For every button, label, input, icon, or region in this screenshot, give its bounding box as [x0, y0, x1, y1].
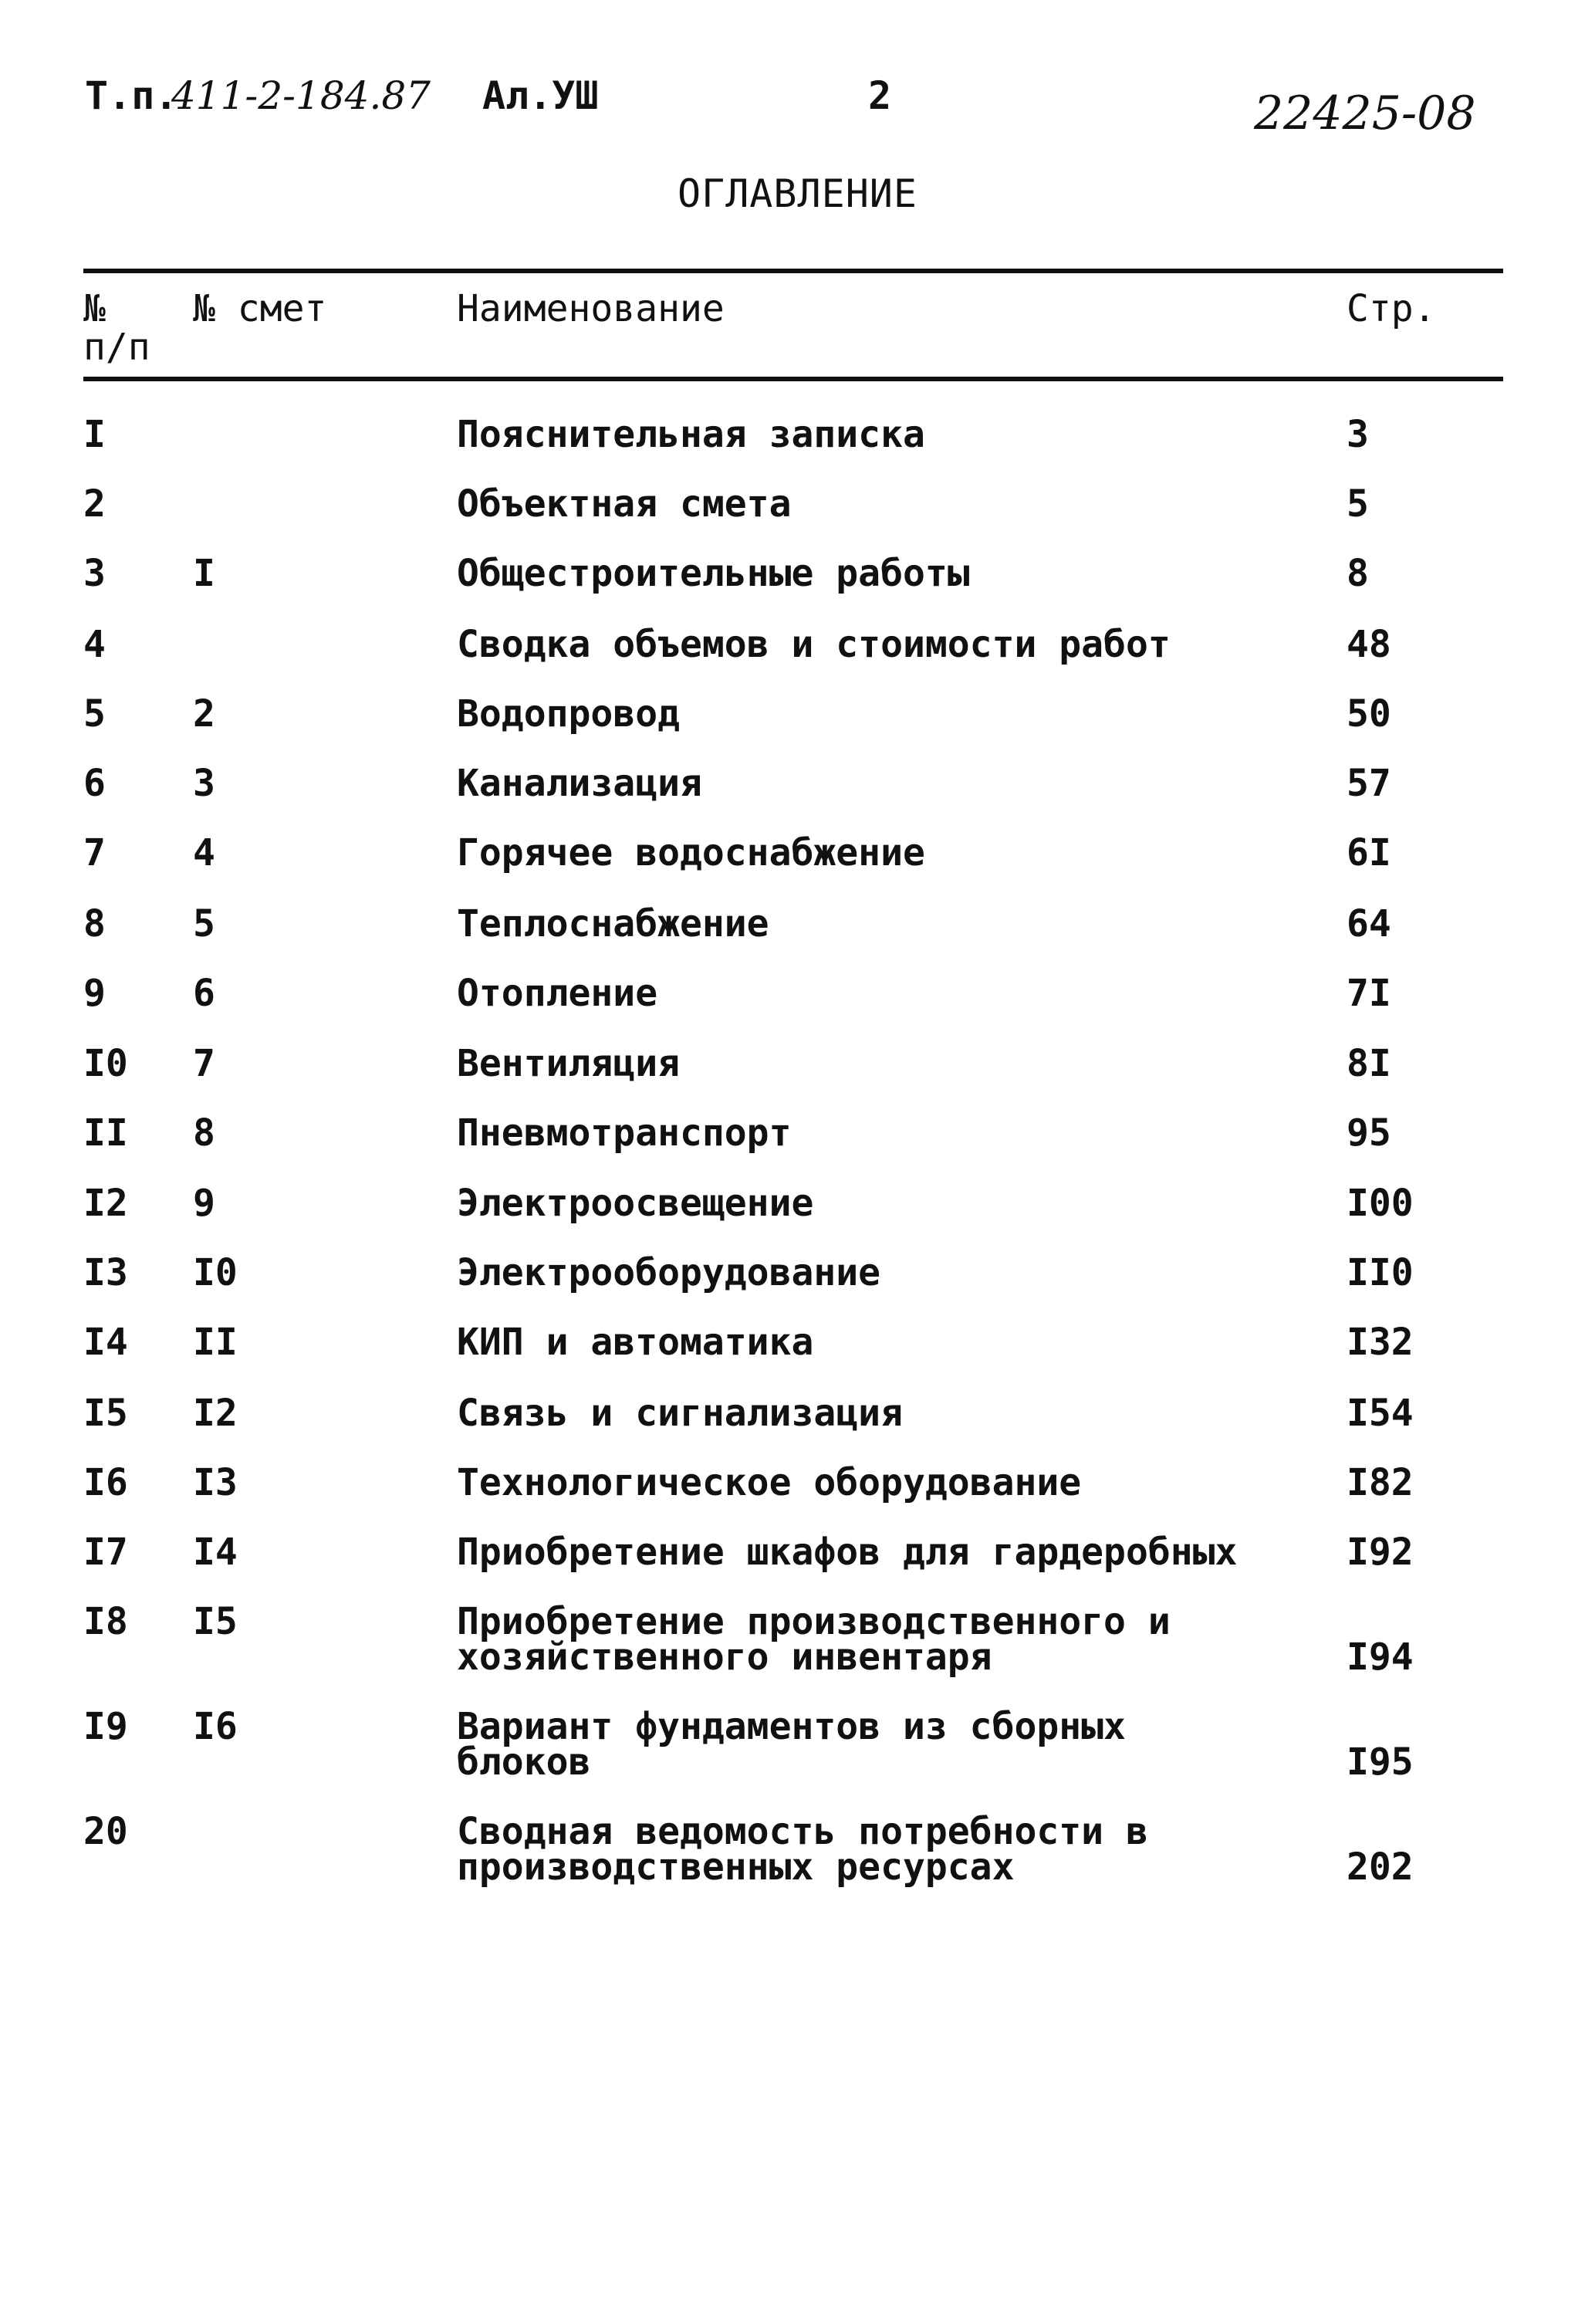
- row-number: 2: [83, 482, 106, 526]
- row-number: 8: [83, 902, 106, 945]
- row-estimate-number: I6: [193, 1705, 238, 1748]
- row-page: 95: [1347, 1111, 1391, 1155]
- row-page: I00: [1347, 1182, 1414, 1225]
- row-name: Пояснительная записка: [457, 413, 925, 456]
- row-page: 3: [1347, 413, 1369, 456]
- row-number: 20: [83, 1810, 128, 1853]
- row-page: I54: [1347, 1392, 1414, 1435]
- row-name: Вентиляция: [457, 1042, 680, 1085]
- row-page: 202: [1347, 1845, 1414, 1889]
- row-name: Канализация: [457, 762, 702, 805]
- row-number: I8: [83, 1600, 128, 1643]
- row-page: 8I: [1347, 1042, 1391, 1085]
- row-number: I3: [83, 1251, 128, 1294]
- row-number: I4: [83, 1321, 128, 1364]
- row-number: 7: [83, 831, 106, 874]
- row-number: I2: [83, 1182, 128, 1225]
- page-number: 2: [868, 73, 892, 118]
- row-page: 7I: [1347, 972, 1391, 1015]
- row-page: 50: [1347, 692, 1391, 736]
- row-name: Вариант фундаментов из сборных блоков: [457, 1705, 1126, 1784]
- row-page: 48: [1347, 623, 1391, 666]
- row-estimate-number: 4: [193, 831, 215, 874]
- row-page: 64: [1347, 902, 1391, 945]
- row-estimate-number: 2: [193, 692, 215, 736]
- row-page: 8: [1347, 552, 1369, 595]
- row-number: 5: [83, 692, 106, 736]
- row-estimate-number: 6: [193, 972, 215, 1015]
- row-page: 6I: [1347, 831, 1391, 874]
- page-title: ОГЛАВЛЕНИЕ: [677, 171, 918, 216]
- row-estimate-number: 7: [193, 1042, 215, 1085]
- row-page: I32: [1347, 1321, 1414, 1364]
- row-page: I94: [1347, 1636, 1414, 1679]
- row-page: 57: [1347, 762, 1391, 805]
- row-name: Приобретение шкафов для гардеробных: [457, 1531, 1238, 1574]
- row-name: Приобретение производственного и хозяйственного инвентаря: [457, 1600, 1171, 1679]
- row-estimate-number: 3: [193, 762, 215, 805]
- header-album: Ал.УШ: [482, 73, 599, 118]
- row-name: Отопление: [457, 972, 658, 1015]
- row-number: 6: [83, 762, 106, 805]
- row-number: I: [83, 413, 106, 456]
- row-number: II: [83, 1111, 128, 1155]
- row-number: I5: [83, 1392, 128, 1435]
- row-name: Сводка объемов и стоимости работ: [457, 623, 1171, 666]
- column-header-page: Стр.: [1347, 287, 1436, 330]
- row-estimate-number: 8: [193, 1111, 215, 1155]
- row-name: Сводная ведомость потребности в производственных ресурсах: [457, 1810, 1148, 1889]
- row-name: Объектная смета: [457, 482, 792, 526]
- row-page: 5: [1347, 482, 1369, 526]
- row-number: 9: [83, 972, 106, 1015]
- row-number: 3: [83, 552, 106, 595]
- row-estimate-number: I: [193, 552, 215, 595]
- column-header-name: Наименование: [457, 287, 725, 330]
- row-name: Электроосвещение: [457, 1182, 814, 1225]
- row-name: Теплоснабжение: [457, 902, 769, 945]
- column-header-number: №: [83, 287, 106, 330]
- document-number: 22425-08: [1254, 86, 1476, 140]
- row-page: I92: [1347, 1531, 1414, 1574]
- row-estimate-number: II: [193, 1321, 238, 1364]
- row-name: Общестроительные работы: [457, 552, 970, 595]
- row-name: Водопровод: [457, 692, 680, 736]
- row-number: I6: [83, 1461, 128, 1504]
- row-name: Связь и сигнализация: [457, 1392, 903, 1435]
- row-name: Технологическое оборудование: [457, 1461, 1082, 1504]
- row-estimate-number: I4: [193, 1531, 238, 1574]
- header-prefix: Т.п.: [85, 73, 178, 118]
- row-estimate-number: I2: [193, 1392, 238, 1435]
- header-series-number: 411-2-184.87: [171, 73, 431, 118]
- row-page: I95: [1347, 1740, 1414, 1784]
- row-name: Электрооборудование: [457, 1251, 881, 1294]
- column-header-estimate: № смет: [193, 287, 327, 330]
- column-header-number-sub: п/п: [83, 326, 150, 369]
- row-estimate-number: I0: [193, 1251, 238, 1294]
- row-estimate-number: 9: [193, 1182, 215, 1225]
- row-estimate-number: 5: [193, 902, 215, 945]
- row-number: 4: [83, 623, 106, 666]
- row-number: I7: [83, 1531, 128, 1574]
- row-name: Пневмотранспорт: [457, 1111, 792, 1155]
- row-name: КИП и автоматика: [457, 1321, 814, 1364]
- row-number: I0: [83, 1042, 128, 1085]
- row-number: I9: [83, 1705, 128, 1748]
- row-name: Горячее водоснабжение: [457, 831, 925, 874]
- row-estimate-number: I5: [193, 1600, 238, 1643]
- row-page: I82: [1347, 1461, 1414, 1504]
- row-estimate-number: I3: [193, 1461, 238, 1504]
- row-page: II0: [1347, 1251, 1414, 1294]
